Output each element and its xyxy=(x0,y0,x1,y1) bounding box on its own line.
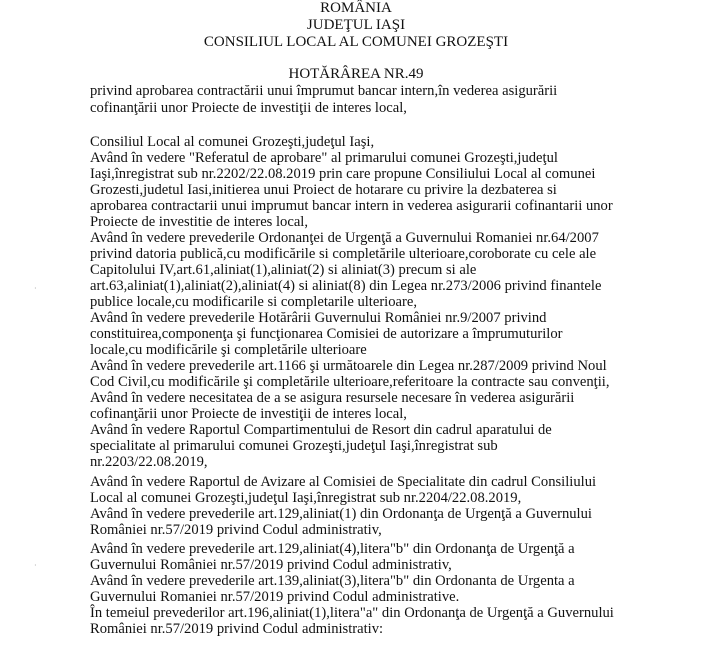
body-line: Având în vedere prevederile Ordonanţei de Urgenţă a Guvernului Romaniei nr.64/2007 xyxy=(90,230,599,246)
scan-speck: · xyxy=(34,284,37,293)
body-line: privind datoria publică,cu modificările si completările ulterioare,coroborate cu cele ale xyxy=(90,246,597,262)
body-line: art.63,aliniat(1),aliniat(2),aliniat(4) si aliniat(8) din Legea nr.273/2006 privind finantele xyxy=(90,278,602,294)
body-line: cofinanţării unor Proiecte de investiţii de interes local, xyxy=(90,406,407,422)
body-line: aprobarea contractarii unui imprumut bancar intern in vederea asigurarii cofinantarii unor xyxy=(90,198,613,214)
decision-title: HOTĂRÂREA NR.49 xyxy=(288,66,424,82)
body-line: Guvernului României nr.57/2019 privind Codul administrativ, xyxy=(90,557,452,573)
body-line: Cod Civil,cu modificările şi completările ulterioare,referitoare la contracte sau convenţii, xyxy=(90,374,610,390)
body-line: locale,cu modificările şi completările ulterioare xyxy=(90,342,367,358)
body-line: Consiliul Local al comunei Grozeşti,judeţul Iaşi, xyxy=(90,134,375,150)
body-line: Având în vedere necesitatea de a se asigura resursele necesare în vederea asigurării xyxy=(90,390,575,406)
body-line: Având în vedere Raportul Compartimentului de Resort din cadrul aparatului de xyxy=(90,422,552,438)
body-line: României nr.57/2019 privind Codul administrativ: xyxy=(90,621,384,637)
body-line: Având în vedere prevederile art.1166 şi următoarele din Legea nr.287/2009 privind Noul xyxy=(90,358,607,374)
body-line: Proiecte de investitie de interes local, xyxy=(90,214,309,230)
header-county: JUDEŢUL IAŞI xyxy=(306,17,406,33)
body-line: Având în vedere "Referatul de aprobare" al primarului comunei Grozeşti,judeţul xyxy=(90,150,558,166)
body-line: constituirea,componenţa şi funcţionarea Comisiei de autorizare a împrumuturilor xyxy=(90,326,563,342)
header-country: ROMÂNIA xyxy=(320,0,392,16)
body-line: În temeiul prevederilor art.196,aliniat(1),litera"a" din Ordonanţa de Urgenţă a Guvernului xyxy=(90,605,614,621)
scan-speck: · xyxy=(34,561,37,570)
subject-line-1: privind aprobarea contractării unui împrumut bancar intern,în vederea asigurării xyxy=(90,83,558,99)
body-line: Capitolului IV,art.61,aliniat(1),aliniat(2) si aliniat(3) precum si ale xyxy=(90,262,477,278)
body-line: nr.2203/22.08.2019, xyxy=(90,454,208,470)
body-line: specialitate al primarului comunei Grozeşti,judeţul Iaşi,înregistrat sub xyxy=(90,438,498,454)
body-line: publice locale,cu modificarile si completarile ulterioare, xyxy=(90,294,417,310)
body-line: Având în vedere prevederile Hotărârii Guvernului României nr.9/2007 privind xyxy=(90,310,547,326)
subject-line-2: cofinanţării unor Proiecte de investiţii de interes local, xyxy=(90,100,407,116)
header-council: CONSILIUL LOCAL AL COMUNEI GROZEŞTI xyxy=(203,34,509,50)
body-line: Iaşi,înregistrat sub nr.2202/22.08.2019 prin care propune Consiliului Local al comunei xyxy=(90,166,596,182)
body-line: Având în vedere prevederile art.129,aliniat(1) din Ordonanţa de Urgenţă a Guvernului xyxy=(90,506,592,522)
body-line: României nr.57/2019 privind Codul administrativ, xyxy=(90,522,382,538)
body-line: Având în vedere prevederile art.129,aliniat(4),litera"b" din Ordonanţa de Urgenţă a xyxy=(90,541,575,557)
body-line: Grozesti,judetul Iasi,initierea unui Proiect de hotarare cu privire la dezbaterea si xyxy=(90,182,557,198)
body-line: Având în vedere Raportul de Avizare al Comisiei de Specialitate din cadrul Consiliului xyxy=(90,474,597,490)
body-line: Guvernului Romaniei nr.57/2019 privind Codul administrative. xyxy=(90,589,460,605)
body-line: Având în vedere prevederile art.139,aliniat(3),litera"b" din Ordonanta de Urgenta a xyxy=(90,573,575,589)
body-line: Local al comunei Grozeşti,judeţul Iaşi,înregistrat sub nr.2204/22.08.2019, xyxy=(90,490,522,506)
